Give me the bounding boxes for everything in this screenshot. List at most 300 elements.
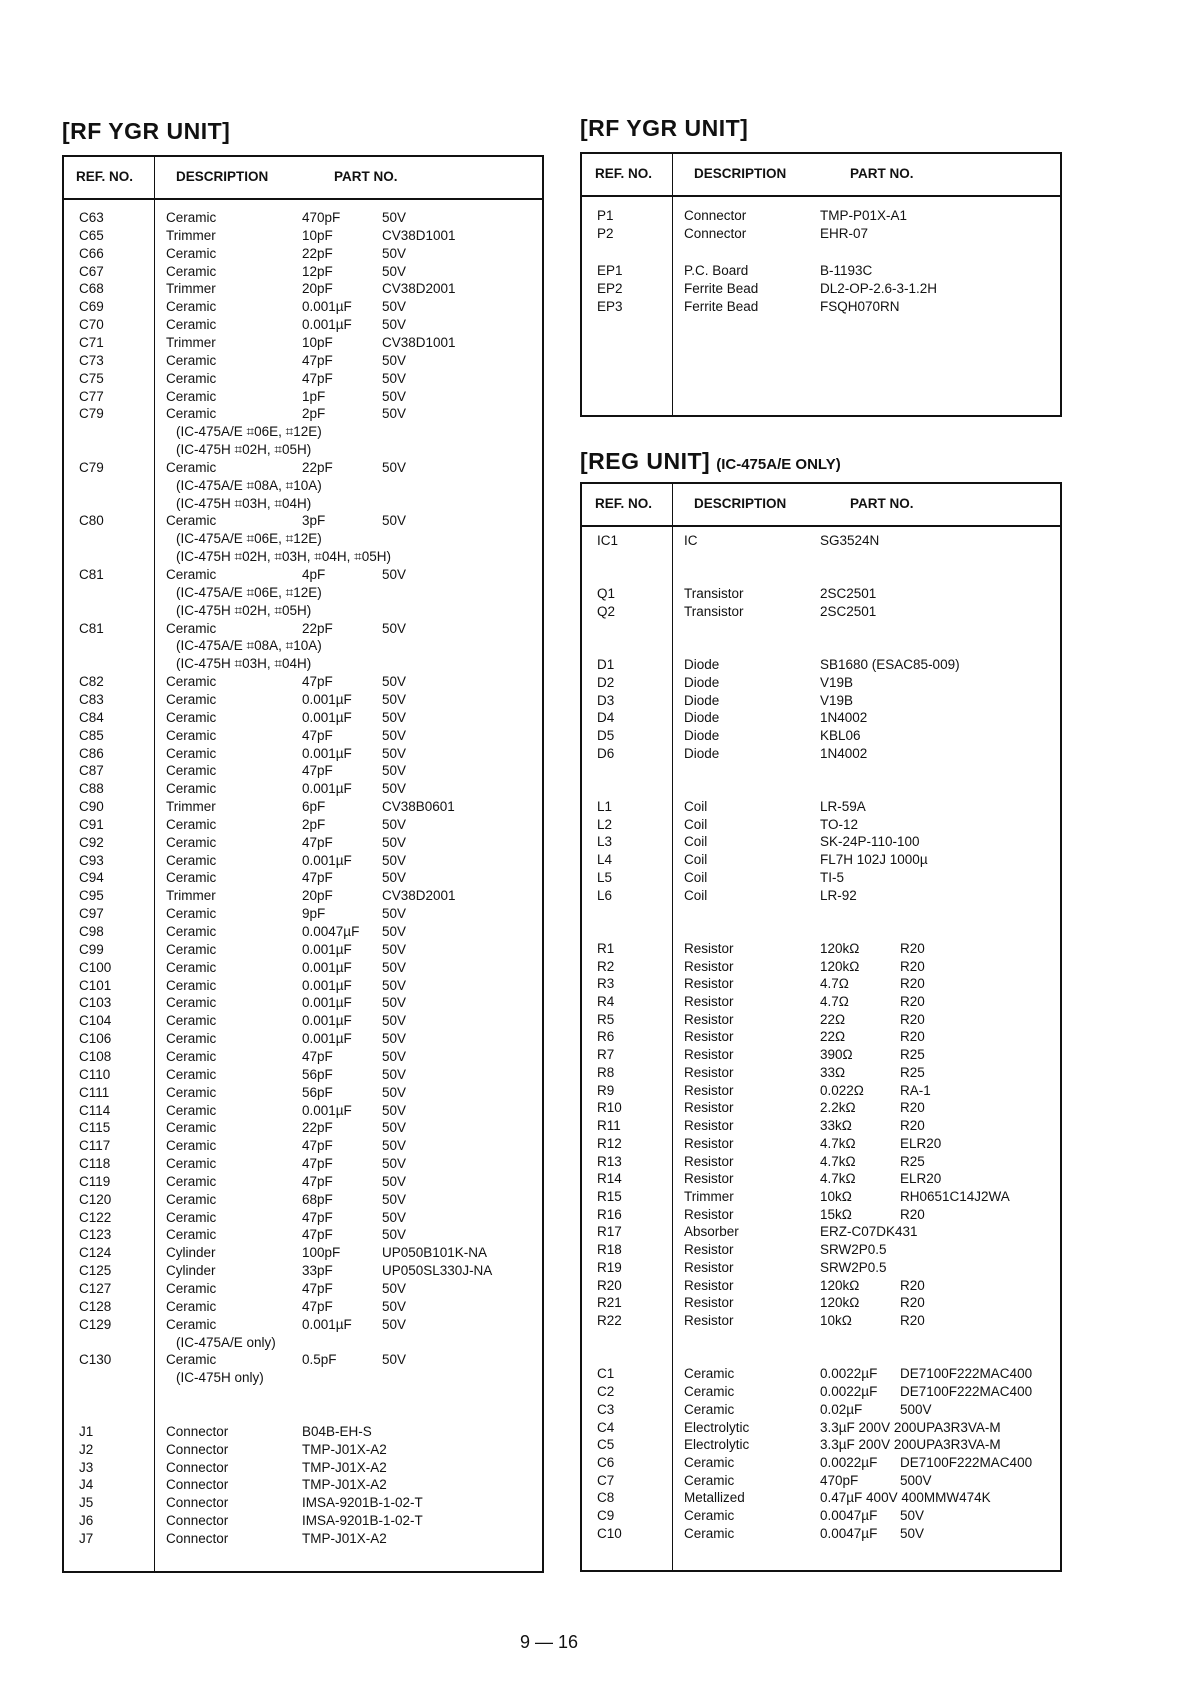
table-row xyxy=(582,833,1060,851)
ref-no-cell: C118 xyxy=(79,1156,111,1172)
header-ref-no: REF. NO. xyxy=(595,496,653,511)
note-cell: (IC-475H ⌗03H, ⌗04H) xyxy=(176,495,312,511)
table-row xyxy=(64,334,542,352)
part-value-cell: 56pF xyxy=(302,1066,333,1082)
table-row xyxy=(64,1209,542,1227)
description-cell: Absorber xyxy=(684,1224,739,1240)
description-cell: Connector xyxy=(166,1513,229,1529)
description-cell: Resistor xyxy=(684,1259,734,1275)
table-row xyxy=(582,869,1060,887)
table-row xyxy=(582,1419,1060,1437)
description-cell: Resistor xyxy=(684,1277,734,1293)
table-row xyxy=(582,1525,1060,1543)
description-cell: Connector xyxy=(166,1423,229,1439)
table-row xyxy=(64,1119,542,1137)
part-value-cell: 47pF xyxy=(302,834,333,850)
table-row xyxy=(582,1436,1060,1454)
description-cell: Coil xyxy=(684,887,708,903)
part-number-cell: 50V xyxy=(382,1352,407,1368)
table-row xyxy=(582,1153,1060,1171)
part-value-cell: B04B-EH-S xyxy=(302,1423,372,1439)
description-cell: Cylinder xyxy=(166,1263,216,1279)
part-number-cell: 50V xyxy=(382,245,407,261)
part-number-cell: 50V xyxy=(382,263,407,279)
table-row xyxy=(64,745,542,763)
description-cell: Ceramic xyxy=(684,1366,735,1382)
ref-no-cell: R18 xyxy=(597,1242,622,1258)
part-number-cell: 50V xyxy=(382,691,407,707)
ref-no-cell: R9 xyxy=(597,1082,615,1098)
table-row xyxy=(64,798,542,816)
description-cell: Ceramic xyxy=(166,1173,217,1189)
table-row xyxy=(64,1405,542,1423)
description-cell: Ceramic xyxy=(684,1472,735,1488)
ref-no-cell: J7 xyxy=(79,1530,94,1546)
table-row xyxy=(582,280,1060,298)
table-row xyxy=(582,1046,1060,1064)
part-value-cell: 47pF xyxy=(302,1156,333,1172)
ref-no-cell: P1 xyxy=(597,208,614,223)
description-cell: Resistor xyxy=(684,1118,734,1134)
part-number-cell: 50V xyxy=(382,906,407,922)
ref-no-cell: D1 xyxy=(597,657,615,673)
part-value-cell: TO-12 xyxy=(820,816,859,832)
table-row xyxy=(582,1241,1060,1259)
description-cell: Connector xyxy=(166,1477,229,1493)
part-value-cell: 15kΩ xyxy=(820,1206,852,1222)
table-row xyxy=(582,1454,1060,1472)
description-cell: Ceramic xyxy=(166,906,217,922)
description-cell: Coil xyxy=(684,798,708,814)
ref-no-cell: C101 xyxy=(79,977,112,993)
description-cell: Ceramic xyxy=(166,620,217,636)
description-cell: Ceramic xyxy=(166,959,217,975)
part-value-cell: 1N4002 xyxy=(820,745,868,761)
description-cell: Ceramic xyxy=(166,317,217,333)
part-value-cell: 0.0022µF xyxy=(820,1384,878,1400)
table-row xyxy=(64,834,542,852)
part-value-cell: 22pF xyxy=(302,620,333,636)
ref-no-cell: C100 xyxy=(79,959,112,975)
ref-no-cell: C114 xyxy=(79,1102,111,1118)
description-cell: Ceramic xyxy=(684,1525,735,1541)
table-row xyxy=(64,1316,542,1334)
ref-no-cell: C79 xyxy=(79,406,104,422)
table-row xyxy=(64,370,542,388)
ref-no-cell: C63 xyxy=(79,210,104,225)
part-value-cell: 20pF xyxy=(302,888,333,904)
ref-no-cell: C3 xyxy=(597,1401,615,1417)
ref-no-cell: R20 xyxy=(597,1277,622,1293)
part-value-cell: 120kΩ xyxy=(820,1295,860,1311)
part-value-cell: 4pF xyxy=(302,567,326,582)
table-row xyxy=(64,495,542,513)
ref-no-cell: C104 xyxy=(79,1013,112,1029)
part-number-cell: CV38D2001 xyxy=(382,281,456,297)
part-value-cell: 0.001µF xyxy=(302,1031,352,1047)
description-cell: Ceramic xyxy=(684,1384,735,1400)
part-value-cell: SB1680 (ESAC85-009) xyxy=(820,657,960,673)
part-value-cell: 10pF xyxy=(302,227,333,243)
description-cell: Diode xyxy=(684,745,720,761)
part-number-cell: 50V xyxy=(382,210,407,225)
table-row xyxy=(582,638,1060,656)
table-row xyxy=(64,994,542,1012)
part-value-cell: 0.001µF xyxy=(302,941,352,957)
part-number-cell: R20 xyxy=(900,1295,925,1311)
part-number-cell: R20 xyxy=(900,976,925,992)
part-number-cell: 50V xyxy=(382,1173,407,1189)
table-row xyxy=(64,477,542,495)
part-value-cell: 47pF xyxy=(302,727,333,743)
table-row xyxy=(64,227,542,245)
description-cell: Resistor xyxy=(684,1100,734,1116)
part-value-cell: 0.001µF xyxy=(302,1316,352,1332)
part-value-cell: 33pF xyxy=(302,1263,333,1279)
table-row xyxy=(582,851,1060,869)
table-row xyxy=(64,709,542,727)
ref-no-cell: C91 xyxy=(79,816,104,832)
table-row xyxy=(582,1383,1060,1401)
ref-no-cell: C2 xyxy=(597,1384,615,1400)
part-number-cell: 50V xyxy=(382,620,407,636)
description-cell: Resistor xyxy=(684,958,734,974)
description-cell: Trimmer xyxy=(684,1189,734,1204)
table-row xyxy=(582,692,1060,710)
description-cell: Ceramic xyxy=(166,406,217,422)
description-cell: IC xyxy=(684,533,698,548)
table-row xyxy=(582,1064,1060,1082)
table-row xyxy=(582,1082,1060,1100)
table-row xyxy=(582,207,1060,225)
part-value-cell: SG3524N xyxy=(820,533,880,548)
description-cell: Transistor xyxy=(684,603,744,619)
part-number-cell: 50V xyxy=(382,781,407,797)
part-number-cell: 50V xyxy=(382,852,407,868)
ref-no-cell: D6 xyxy=(597,745,615,761)
part-number-cell: 50V xyxy=(382,1138,407,1154)
table-row xyxy=(582,550,1060,568)
ref-no-cell: C70 xyxy=(79,317,104,333)
part-value-cell: EHR-07 xyxy=(820,226,869,242)
description-cell: Ceramic xyxy=(166,1209,217,1225)
part-value-cell: 4.7kΩ xyxy=(820,1135,856,1151)
part-number-cell: CV38D2001 xyxy=(382,888,456,904)
part-number-cell: 50V xyxy=(382,977,407,993)
description-cell: Ceramic xyxy=(166,1031,217,1047)
part-number-cell: 50V xyxy=(382,995,407,1011)
ref-no-cell: C93 xyxy=(79,852,104,868)
table-row xyxy=(64,263,542,281)
ref-no-cell: L4 xyxy=(597,852,613,868)
table-row xyxy=(64,1369,542,1387)
table-row xyxy=(582,1011,1060,1029)
part-value-cell: 20pF xyxy=(302,281,333,297)
ref-no-cell: R12 xyxy=(597,1135,622,1151)
part-value-cell: ERZ-C07DK431 xyxy=(820,1224,918,1240)
description-cell: Trimmer xyxy=(166,227,216,243)
table-row xyxy=(64,762,542,780)
ref-no-cell: C69 xyxy=(79,299,104,315)
description-cell: Ceramic xyxy=(166,352,217,368)
part-value-cell: TI-5 xyxy=(820,869,845,885)
part-value-cell: 47pF xyxy=(302,1298,333,1314)
part-value-cell: 22Ω xyxy=(820,1029,846,1045)
part-value-cell: DL2-OP-2.6-3-1.2H xyxy=(820,280,938,296)
ref-no-cell: R4 xyxy=(597,993,615,1009)
table-row xyxy=(582,1259,1060,1277)
description-cell: Coil xyxy=(684,852,708,868)
table-row xyxy=(582,1489,1060,1507)
description-cell: Ceramic xyxy=(166,977,217,993)
ref-no-cell: J3 xyxy=(79,1459,94,1475)
table-row xyxy=(64,441,542,459)
description-cell: Resistor xyxy=(684,1082,734,1098)
part-value-cell: FSQH070RN xyxy=(820,299,900,314)
table-row xyxy=(582,1472,1060,1490)
ref-no-cell: C87 xyxy=(79,763,104,779)
table-row xyxy=(64,530,542,548)
table-row xyxy=(64,673,542,691)
ref-no-cell: C129 xyxy=(79,1316,112,1332)
ref-no-cell: C98 xyxy=(79,924,104,939)
table-row xyxy=(64,1334,542,1352)
page-number: 9 — 16 xyxy=(520,1632,579,1652)
ref-no-cell: C8 xyxy=(597,1490,615,1506)
note-cell: (IC-475A/E ⌗06E, ⌗12E) xyxy=(176,531,322,547)
description-cell: Ceramic xyxy=(166,263,217,279)
description-cell: Connector xyxy=(166,1495,229,1511)
ref-no-cell: C97 xyxy=(79,906,104,922)
ref-no-cell: R14 xyxy=(597,1171,622,1187)
part-number-cell: ELR20 xyxy=(900,1135,942,1151)
table-row xyxy=(64,1137,542,1155)
part-number-cell: 50V xyxy=(382,567,407,582)
table-header xyxy=(582,154,1060,197)
table-row xyxy=(582,798,1060,816)
table-row xyxy=(582,603,1060,621)
description-cell: Connector xyxy=(166,1530,229,1546)
table-row xyxy=(64,959,542,977)
part-number-cell: R20 xyxy=(900,1118,925,1134)
ref-no-cell: R2 xyxy=(597,958,615,974)
ref-no-cell: R22 xyxy=(597,1313,622,1329)
table-row xyxy=(582,1117,1060,1135)
part-value-cell: 0.0022µF xyxy=(820,1454,878,1470)
description-cell: Ferrite Bead xyxy=(684,280,759,296)
table-row xyxy=(64,887,542,905)
table-row xyxy=(64,459,542,477)
table-row xyxy=(582,567,1060,585)
part-number-cell: R20 xyxy=(900,958,925,974)
part-number-cell: 50V xyxy=(382,924,407,939)
ref-no-cell: C120 xyxy=(79,1191,112,1207)
note-cell: (IC-475A/E ⌗06E, ⌗12E) xyxy=(176,424,322,440)
description-cell: Resistor xyxy=(684,1171,734,1187)
part-value-cell: 2SC2501 xyxy=(820,603,877,619)
description-cell: Coil xyxy=(684,834,708,850)
part-number-cell: R25 xyxy=(900,1064,925,1080)
part-value-cell: KBL06 xyxy=(820,728,861,744)
ref-no-cell: C103 xyxy=(79,995,112,1011)
ref-no-cell: D2 xyxy=(597,674,615,690)
part-number-cell: CV38B0601 xyxy=(382,799,455,815)
description-cell: Electrolytic xyxy=(684,1419,750,1435)
part-value-cell: 0.0047µF xyxy=(302,924,360,939)
description-cell: Ceramic xyxy=(166,370,217,386)
table-row xyxy=(64,1441,542,1459)
table-row xyxy=(64,1066,542,1084)
part-value-cell: TMP-J01X-A2 xyxy=(302,1441,387,1457)
description-cell: Ceramic xyxy=(166,1298,217,1314)
ref-no-cell: C73 xyxy=(79,352,104,368)
description-cell: Metallized xyxy=(684,1490,745,1506)
description-cell: Ceramic xyxy=(166,1102,217,1118)
ref-no-cell: J4 xyxy=(79,1477,94,1493)
part-value-cell: TMP-J01X-A2 xyxy=(302,1459,387,1475)
part-value-cell: 22Ω xyxy=(820,1011,846,1027)
ref-no-cell: EP3 xyxy=(597,299,623,314)
ref-no-cell: C128 xyxy=(79,1298,112,1314)
part-value-cell: 9pF xyxy=(302,906,326,922)
table-row xyxy=(64,1280,542,1298)
table-row xyxy=(64,691,542,709)
part-number-cell: 50V xyxy=(382,1209,407,1225)
description-cell: P.C. Board xyxy=(684,262,749,278)
table-row xyxy=(64,1030,542,1048)
part-number-cell: R25 xyxy=(900,1047,925,1063)
description-cell: Resistor xyxy=(684,1029,734,1045)
table-row xyxy=(64,816,542,834)
part-number-cell: 50V xyxy=(382,674,407,690)
ref-no-cell: C90 xyxy=(79,799,104,815)
table-row xyxy=(582,1277,1060,1295)
table-row xyxy=(64,1298,542,1316)
description-cell: Diode xyxy=(684,674,720,690)
part-number-cell: 50V xyxy=(382,834,407,850)
table-row xyxy=(582,780,1060,798)
part-value-cell: 0.5pF xyxy=(302,1352,337,1368)
part-value-cell: 22pF xyxy=(302,245,333,261)
description-cell: Trimmer xyxy=(166,888,216,904)
table-row xyxy=(582,1365,1060,1383)
part-number-cell: 50V xyxy=(382,388,407,404)
ref-no-cell: C86 xyxy=(79,745,104,761)
part-value-cell: 47pF xyxy=(302,763,333,779)
ref-no-cell: R8 xyxy=(597,1064,615,1080)
ref-no-cell: J1 xyxy=(79,1423,94,1439)
table-row xyxy=(64,1262,542,1280)
header-part-no: PART NO. xyxy=(850,496,914,511)
table-row xyxy=(582,922,1060,940)
part-value-cell: 2.2kΩ xyxy=(820,1100,856,1116)
part-value-cell: TMP-J01X-A2 xyxy=(302,1530,387,1546)
ref-no-cell: EP2 xyxy=(597,280,623,296)
part-number-cell: R20 xyxy=(900,1011,925,1027)
table-row xyxy=(64,316,542,334)
table-row xyxy=(64,209,542,227)
description-cell: Ceramic xyxy=(166,1066,217,1082)
part-number-cell: 50V xyxy=(382,959,407,975)
part-value-cell: B-1193C xyxy=(820,262,873,278)
part-number-cell: R20 xyxy=(900,993,925,1009)
description-cell: Diode xyxy=(684,692,720,708)
part-value-cell: 1pF xyxy=(302,388,326,404)
description-cell: Ceramic xyxy=(166,210,217,225)
ref-no-cell: R11 xyxy=(597,1118,621,1134)
ref-no-cell: P2 xyxy=(597,226,614,242)
table-row xyxy=(582,1294,1060,1312)
part-value-cell: SK-24P-110-100 xyxy=(820,834,920,850)
table-row xyxy=(64,941,542,959)
description-cell: Ceramic xyxy=(166,567,217,582)
table-row xyxy=(64,1102,542,1120)
description-cell: Ceramic xyxy=(166,745,217,761)
table-row xyxy=(582,1401,1060,1419)
table-row xyxy=(582,674,1060,692)
part-value-cell: 10kΩ xyxy=(820,1189,852,1204)
part-value-cell: 0.001µF xyxy=(302,995,352,1011)
ref-no-cell: C84 xyxy=(79,709,104,725)
part-value-cell: LR-59A xyxy=(820,798,866,814)
description-cell: Ceramic xyxy=(166,1048,217,1064)
ref-no-cell: C4 xyxy=(597,1419,615,1435)
part-value-cell: 0.001µF xyxy=(302,1013,352,1029)
table-row xyxy=(64,1387,542,1405)
ref-no-cell: D4 xyxy=(597,710,615,726)
ref-no-cell: C88 xyxy=(79,781,104,797)
left-parts-table xyxy=(62,155,544,1573)
part-number-cell: ELR20 xyxy=(900,1171,942,1187)
ref-no-cell: C117 xyxy=(79,1138,111,1154)
table-row xyxy=(64,245,542,263)
part-number-cell: 50V xyxy=(382,870,407,886)
ref-no-cell: C124 xyxy=(79,1245,112,1261)
table-row xyxy=(582,958,1060,976)
part-value-cell: 0.001µF xyxy=(302,317,352,333)
ref-no-cell: L6 xyxy=(597,887,613,903)
part-number-cell: 50V xyxy=(382,1102,407,1118)
ref-no-cell: C127 xyxy=(79,1281,112,1296)
description-cell: Ceramic xyxy=(166,995,217,1011)
ref-no-cell: L2 xyxy=(597,816,613,832)
description-cell: Resistor xyxy=(684,940,734,956)
part-number-cell: 50V xyxy=(382,709,407,725)
part-number-cell: 50V xyxy=(382,1298,407,1314)
part-number-cell: 50V xyxy=(382,459,407,475)
description-cell: Ceramic xyxy=(166,1352,217,1368)
description-cell: Diode xyxy=(684,728,720,744)
part-value-cell: 2SC2501 xyxy=(820,586,877,602)
ref-no-cell: R10 xyxy=(597,1100,622,1116)
table-row xyxy=(64,780,542,798)
table-row xyxy=(64,620,542,638)
part-number-cell: UP050SL330J-NA xyxy=(382,1263,493,1279)
part-value-cell: FL7H 102J 1000µ xyxy=(820,852,928,868)
table-row xyxy=(582,745,1060,763)
table-row xyxy=(64,1173,542,1191)
ref-no-cell: EP1 xyxy=(597,262,623,278)
ref-no-cell: C75 xyxy=(79,370,104,386)
table-row xyxy=(582,1135,1060,1153)
ref-no-cell: C85 xyxy=(79,727,104,743)
ref-no-cell: C122 xyxy=(79,1209,112,1225)
part-number-cell: RH0651C14J2WA xyxy=(900,1189,1010,1204)
description-cell: Resistor xyxy=(684,1153,734,1169)
table-row xyxy=(64,1048,542,1066)
part-value-cell: 10pF xyxy=(302,334,333,350)
description-cell: Trimmer xyxy=(166,334,216,350)
